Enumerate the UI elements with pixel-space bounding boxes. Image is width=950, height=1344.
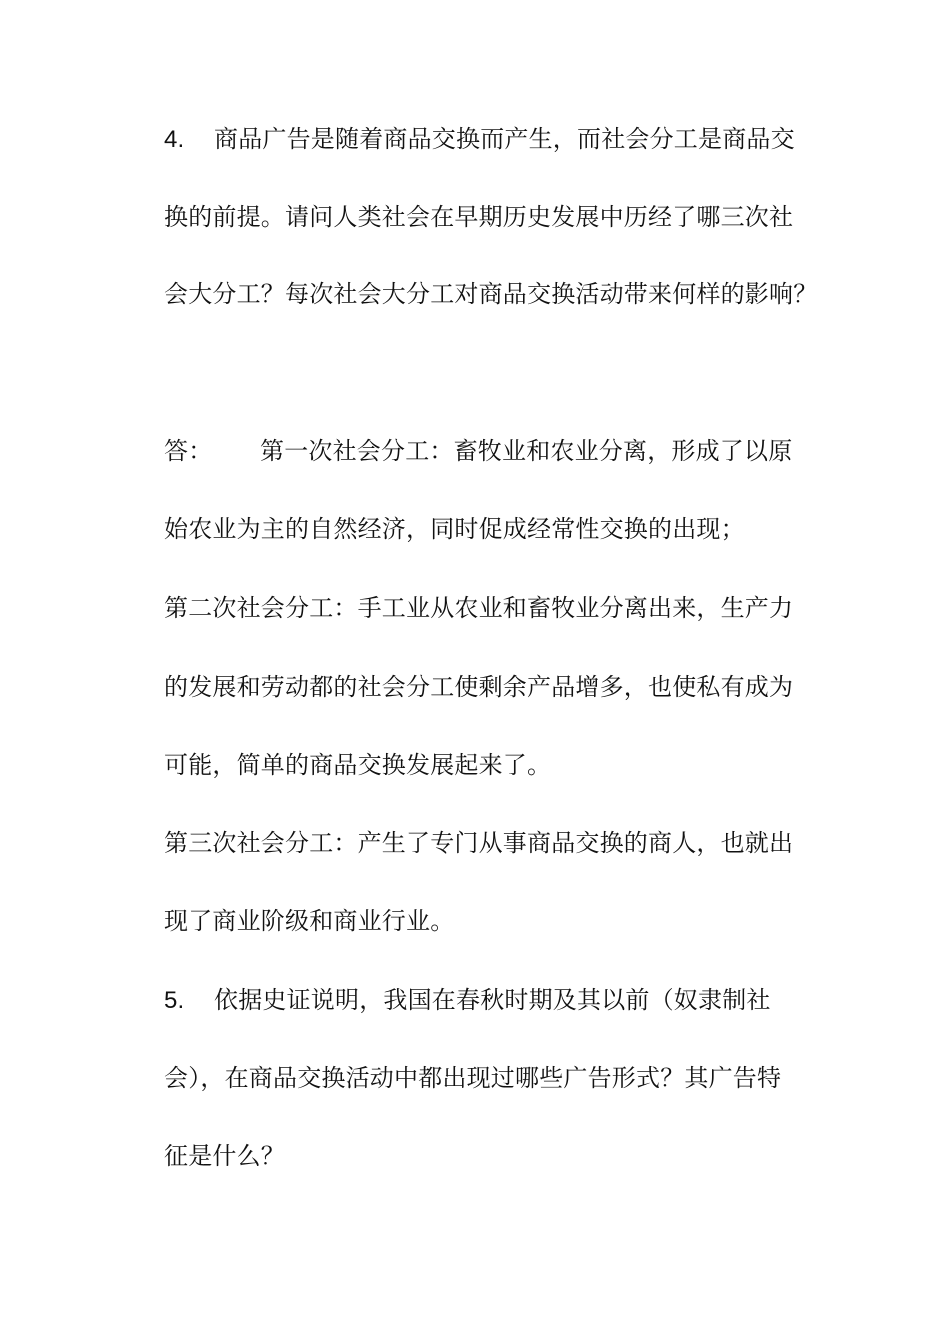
question-5-line-3: 征是什么？ — [164, 1142, 285, 1170]
question-4-line-3: 会大分工？每次社会大分工对商品交换活动带来何样的影响？ — [164, 280, 818, 308]
answer-line-3: 第二次社会分工：手工业从农业和畜牧业分离出来，生产力 — [164, 594, 794, 622]
question-5-line-1 — [164, 985, 804, 1016]
question-5-line-2: 会），在商品交换活动中都出现过哪些广告形式？其广告特 — [164, 1064, 782, 1092]
answer-line-4: 的发展和劳动都的社会分工使剩余产品增多，也使私有成为 — [164, 673, 794, 701]
question-4-line-1 — [164, 124, 804, 155]
answer-line-5: 可能，简单的商品交换发展起来了。 — [164, 751, 552, 779]
answer-line-1 — [164, 436, 804, 466]
answer-text-1: 第一次社会分工：畜牧业和农业分离，形成了以原 — [260, 437, 793, 465]
question-5-number: 5. — [164, 987, 185, 1014]
question-4-number: 4. — [164, 126, 185, 153]
answer-label: 答： — [164, 437, 213, 465]
question-5-text-1: 依据史证说明，我国在春秋时期及其以前（奴隶制社 — [214, 986, 771, 1014]
question-4-line-2: 换的前提。请问人类社会在早期历史发展中历经了哪三次社 — [164, 203, 794, 231]
question-4-text-1: 商品广告是随着商品交换而产生，而社会分工是商品交 — [214, 125, 795, 153]
answer-line-6: 第三次社会分工：产生了专门从事商品交换的商人，也就出 — [164, 829, 794, 857]
answer-line-7: 现了商业阶级和商业行业。 — [164, 907, 455, 935]
answer-line-2: 始农业为主的自然经济，同时促成经常性交换的出现； — [164, 515, 745, 543]
